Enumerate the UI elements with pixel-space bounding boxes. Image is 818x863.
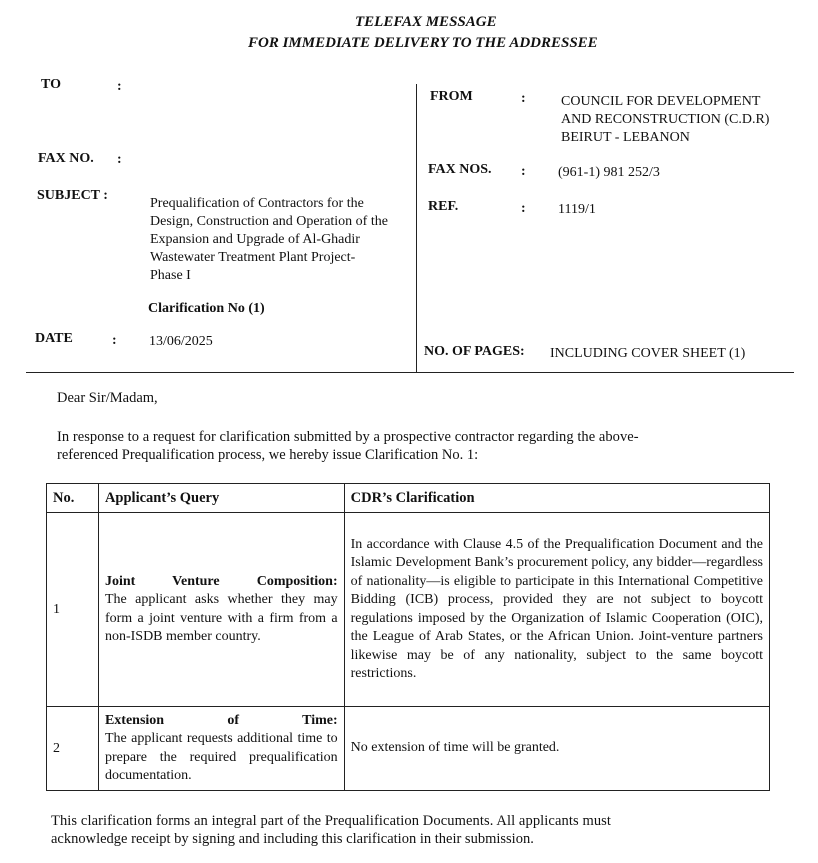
clarification-label: Clarification No (1) bbox=[148, 301, 265, 316]
subject-line: Wastewater Treatment Plant Project- bbox=[150, 250, 356, 265]
query-cell bbox=[98, 513, 344, 707]
from-value bbox=[561, 93, 769, 147]
query-title: Joint Venture Composition: bbox=[104, 573, 338, 589]
closing-line: This clarification forms an integral part of the Prequalification Documents. All applicants must bbox=[51, 813, 612, 829]
table-row bbox=[47, 513, 770, 707]
fax-no-colon: : bbox=[117, 152, 122, 167]
col-header-clarification: CDR’s Clarification bbox=[344, 484, 769, 513]
row-number: 2 bbox=[47, 707, 99, 791]
clarification-table bbox=[46, 483, 770, 791]
salutation: Dear Sir/Madam, bbox=[57, 390, 158, 406]
date-label: DATE bbox=[35, 331, 73, 346]
closing-paragraph bbox=[51, 812, 771, 848]
subject-text bbox=[150, 195, 388, 285]
ref-label: REF. bbox=[428, 199, 459, 214]
query-content bbox=[105, 573, 338, 647]
pages-value: INCLUDING COVER SHEET (1) bbox=[550, 346, 746, 361]
subject-line: Prequalification of Contractors for the bbox=[150, 196, 364, 211]
query-content bbox=[105, 712, 338, 786]
from-colon: : bbox=[521, 91, 526, 106]
fax-subtitle: FOR IMMEDIATE DELIVERY TO THE ADDRESSEE bbox=[248, 35, 598, 51]
fax-nos-colon: : bbox=[521, 164, 526, 179]
from-line: COUNCIL FOR DEVELOPMENT bbox=[561, 94, 761, 109]
col-header-query: Applicant’s Query bbox=[98, 484, 344, 513]
row-number: 1 bbox=[47, 513, 99, 707]
answer-cell bbox=[344, 513, 769, 707]
to-colon: : bbox=[117, 79, 122, 94]
fax-nos-value: (961-1) 981 252/3 bbox=[558, 165, 660, 180]
table-row bbox=[47, 707, 770, 791]
query-text: The applicant asks whether they may form a joint venture with a firm from a non-ISDB member country. bbox=[104, 592, 338, 644]
query-title: Extension of Time: bbox=[104, 712, 338, 728]
fax-nos-label: FAX NOS. bbox=[428, 162, 492, 177]
closing-line: acknowledge receipt by signing and including this clarification in their submission. bbox=[51, 831, 534, 847]
subject-line: Expansion and Upgrade of Al-Ghadir bbox=[150, 232, 360, 247]
fax-title: TELEFAX MESSAGE bbox=[355, 14, 497, 30]
query-cell bbox=[98, 707, 344, 791]
from-line: AND RECONSTRUCTION (C.D.R) bbox=[561, 112, 770, 127]
ref-colon: : bbox=[521, 201, 526, 216]
answer-text: In accordance with Clause 4.5 of the Prequalification Document and the Islamic Development Bank’s procurement policy, any bidder—regardless of nationality—is eligible to participate in this International Competitive Bidding (ICB) process, provided they are not subject to boycott regulations imposed by the Organization of Islamic Cooperation (OIC), the League of Arab States, or the African Union. Joint-venture partners likewise may be of any nationality, subject to the same boycott restrictions. bbox=[350, 536, 763, 681]
answer-text: No extension of time will be granted. bbox=[350, 740, 560, 756]
header-rule bbox=[26, 372, 794, 373]
intro-line: In response to a request for clarification submitted by a prospective contractor regarding the above- bbox=[57, 429, 639, 445]
header-divider bbox=[416, 84, 417, 372]
subject-line: Design, Construction and Operation of the bbox=[150, 214, 388, 229]
subject-line: Phase I bbox=[150, 268, 191, 283]
to-label: TO bbox=[41, 77, 61, 92]
answer-cell bbox=[344, 707, 769, 791]
col-header-no: No. bbox=[47, 484, 99, 513]
intro-paragraph bbox=[57, 428, 774, 464]
intro-line: referenced Prequalification process, we hereby issue Clarification No. 1: bbox=[57, 447, 479, 463]
from-label: FROM bbox=[430, 89, 473, 104]
date-colon: : bbox=[112, 333, 117, 348]
query-text: The applicant requests additional time to prepare the required prequalification documentation. bbox=[104, 731, 338, 783]
subject-label: SUBJECT : bbox=[37, 188, 108, 203]
date-value: 13/06/2025 bbox=[149, 334, 213, 349]
fax-no-label: FAX NO. bbox=[38, 151, 94, 166]
table-header-row bbox=[47, 484, 770, 513]
from-line: BEIRUT - LEBANON bbox=[561, 130, 690, 145]
pages-label: NO. OF PAGES: bbox=[424, 344, 525, 359]
ref-value: 1119/1 bbox=[558, 202, 596, 217]
